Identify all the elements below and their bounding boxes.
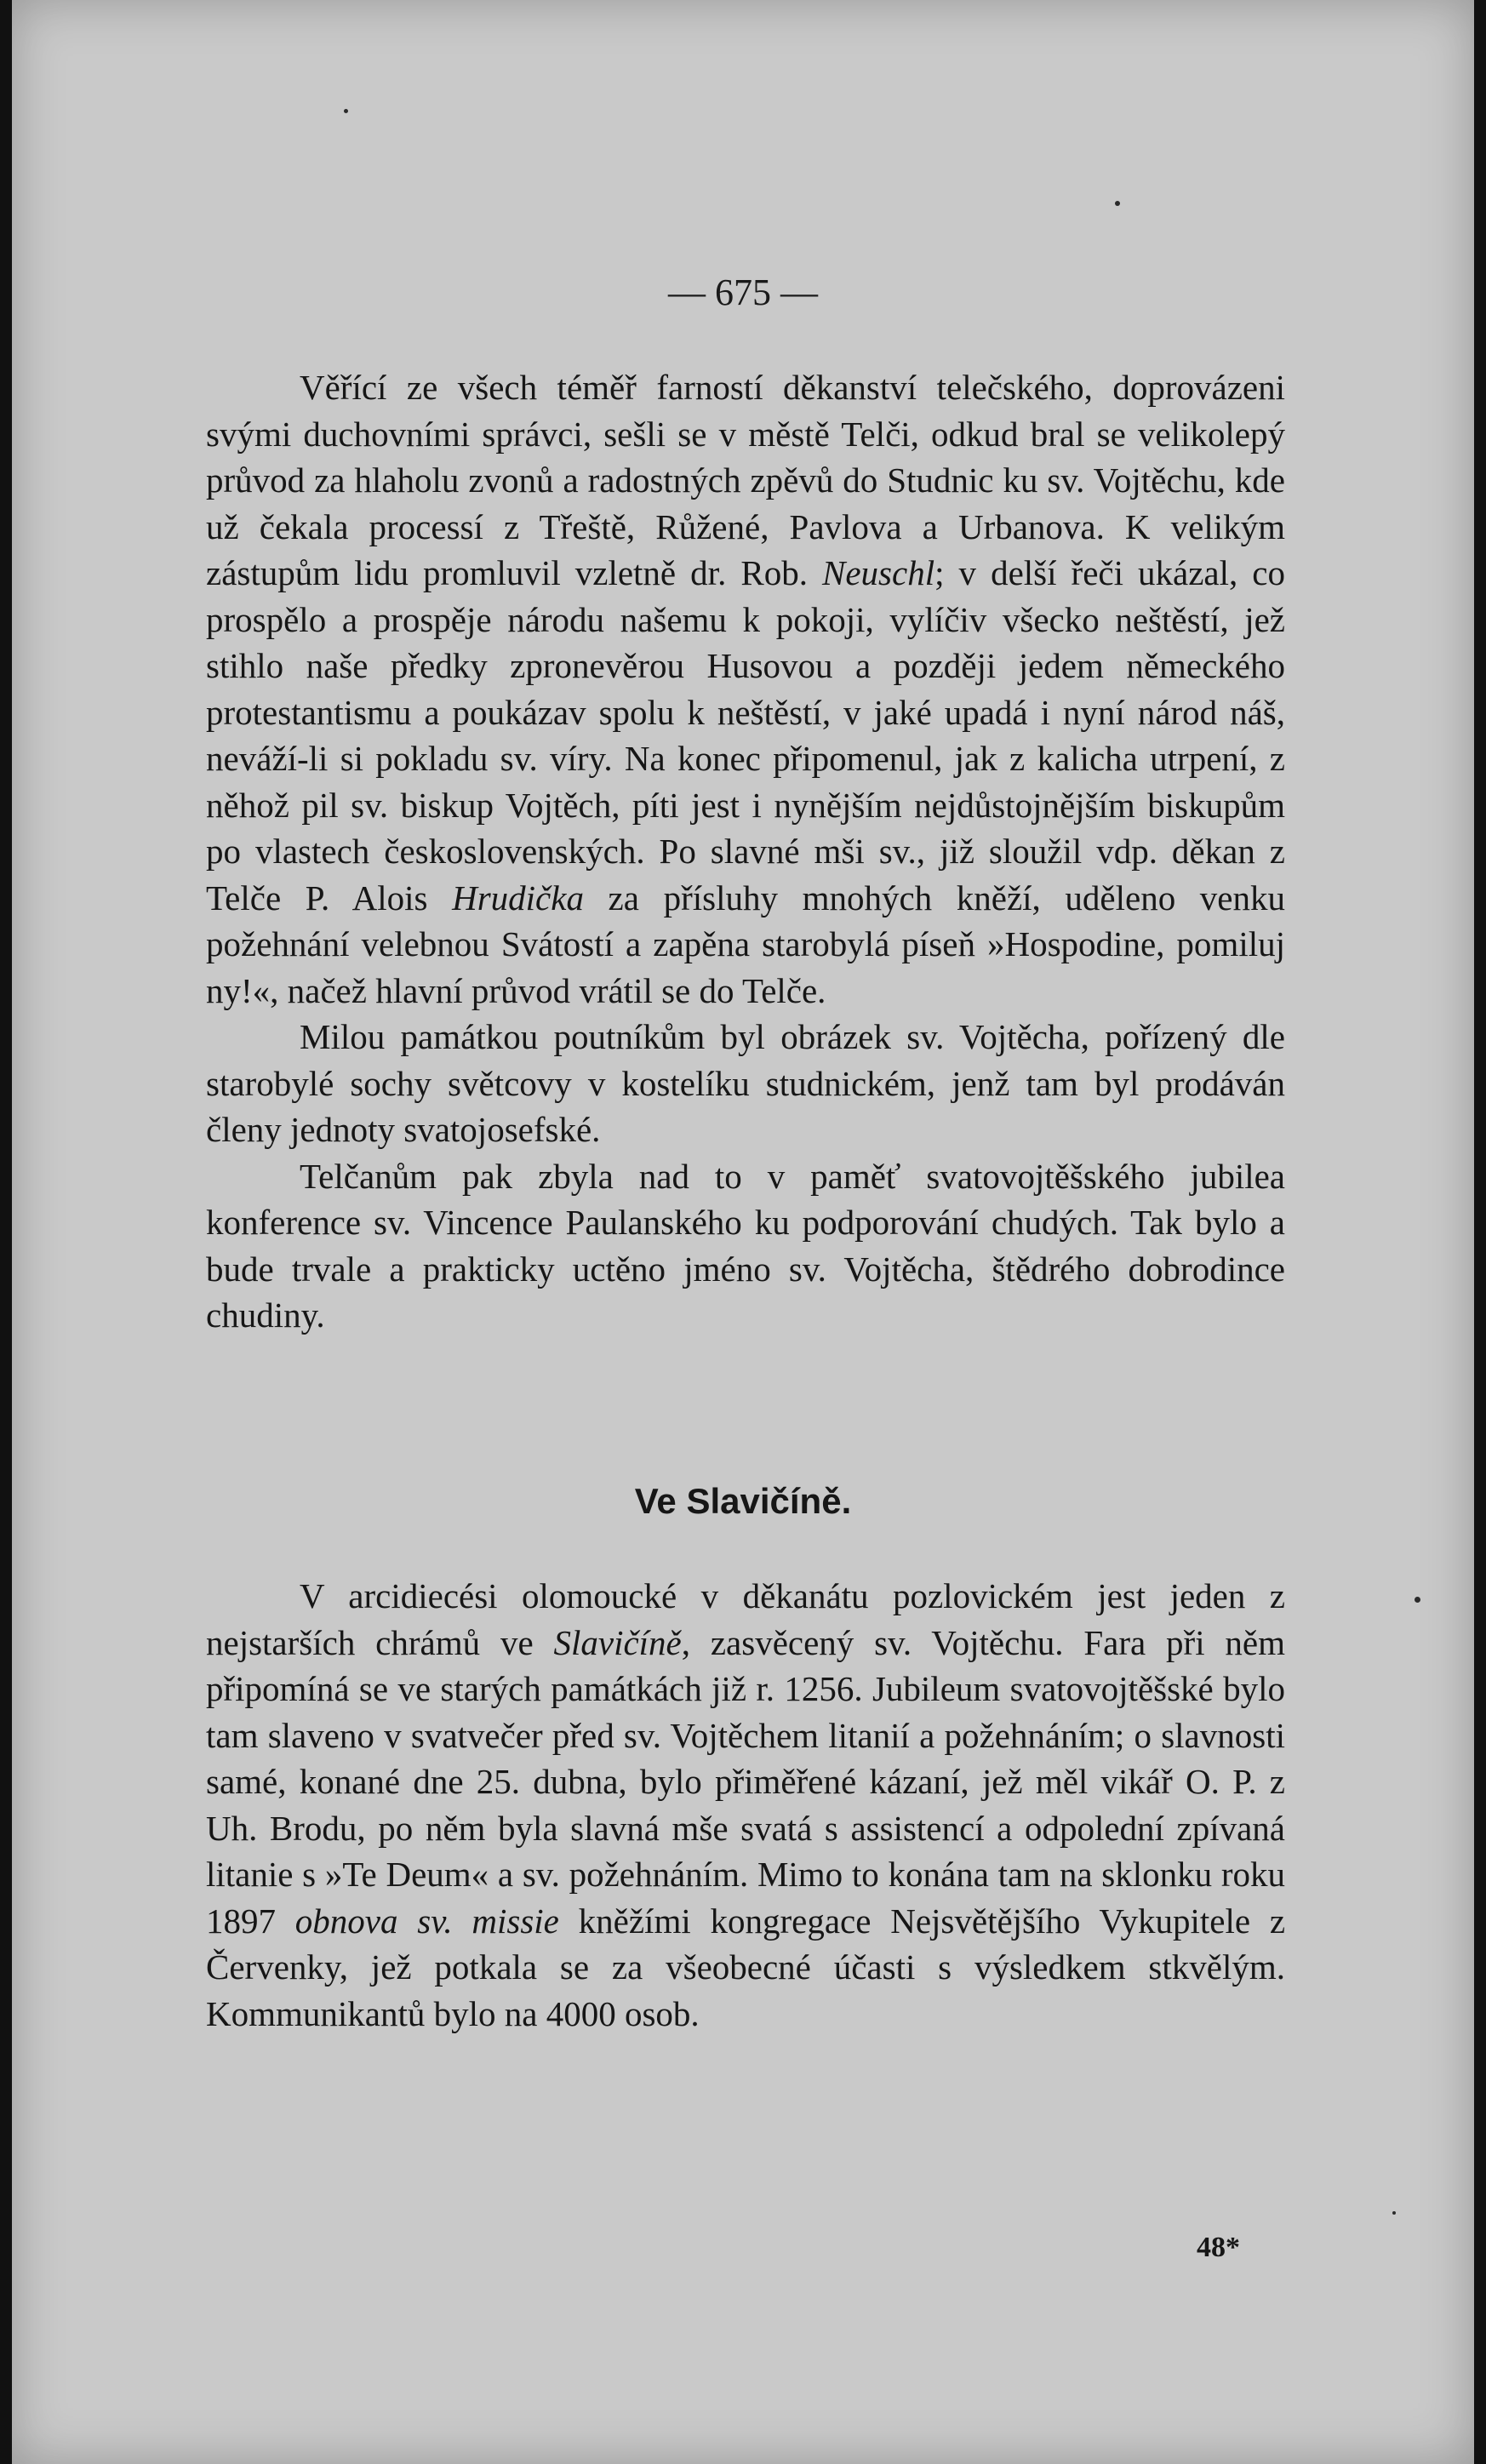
page-number: — 675 —	[668, 272, 818, 313]
scanned-page	[12, 0, 1474, 2464]
print-speck	[1115, 201, 1120, 206]
section-heading: Ve Slavičíně.	[634, 1481, 852, 1521]
bottom-text-block	[206, 1573, 1285, 2037]
paragraph-procession	[206, 364, 1285, 1014]
paragraph-text: V arcidiecési olomoucké v děkanátu pozlovickém jest jeden z nejstarších chrámů ve	[206, 1576, 1285, 1662]
paragraph-text: za přísluhy mnohých kněží, uděleno venku požehnání velebnou Svátostí a zapěna starobylá píseň »Hospodine, pomiluj ny!«, načež hlavní průvod vrátil se do Telče.	[206, 878, 1285, 1010]
print-speck	[344, 109, 348, 113]
mission-renewal: obnova sv. missie	[294, 1901, 559, 1941]
paragraph-text: , zasvěcený sv. Vojtěchu. Fara při něm připomíná se ve starých památkách již r. 1256. Jubileum svatovojtěšské bylo tam slaveno v svatvečer před sv. Vojtěchem litanií a požehnáním; o slavnosti samé, konané dne 25. dubna, bylo přiměřené kázaní, jež měl vikář O. P. z Uh. Brodu, po něm byla slavná mše svatá s assistencí a odpolední zpívaná litanie s »Te Deum« a sv. požehnáním. Mimo to konána tam na sklonku roku 1897	[206, 1622, 1286, 1941]
place-slavicin: Slavičíně	[553, 1622, 682, 1662]
paragraph-conference: Telčanům pak zbyla nad to v paměť svatovojtěšského jubilea konference sv. Vincence Paulanského ku podporování chudých. Tak bylo a bude trvale a prakticky uctěno jméno sv. Vojtěcha, štědrého dobrodince chudiny.	[206, 1156, 1285, 1335]
paragraph-text: ; v delší řeči ukázal, co prospělo a prospěje národu našemu k pokoji, vylíčiv všecko neštěstí, jež stihlo naše předky zpronevěrou Husovou a později jedem německého protestantismu a poukázav spolu k neštěstí, v jaké upadá i nyní národ náš, neváží-li si pokladu sv. víry. Na konec připomenul, jak z kalicha utrpení, z něhož pil sv. biskup Vojtěch, píti jest i nynějším nejdůstojnějším biskupům po vlastech československých. Po slavné mši sv., již sloužil vdp. děkan z Telče P. Alois	[206, 553, 1285, 918]
paragraph-text: Věřící ze všech téměř farností děkanství telečského, doprovázeni svými duchovními správci, sešli se v městě Telči, odkud bral se velikolepý průvod za hlaholu zvonů a radostných zpěvů do Studnic ku sv. Vojtěchu, kde už čekala processí z Třeště, Růžené, Pavlova a Urbanova. K velikým zástupům lidu promluvil vzletně dr. Rob.	[206, 368, 1285, 592]
print-speck	[1392, 2211, 1396, 2215]
signature-mark: 48*	[1197, 2232, 1240, 2263]
paragraph-souvenir: Milou památkou poutníkům byl obrázek sv. Vojtěcha, pořízený dle starobylé sochy světcovy v kostelíku studnickém, jenž tam byl prodáván členy jednoty svatojosefské.	[206, 1017, 1285, 1149]
top-text-block	[206, 364, 1285, 1339]
name-hrudicka: Hrudička	[452, 878, 584, 918]
name-neuschl: Neuschl	[822, 553, 935, 592]
print-speck	[1415, 1597, 1420, 1603]
paragraph-slavicin	[206, 1573, 1285, 2037]
paragraph-text: kněžími kongregace Nejsvětějšího Vykupitele z Červenky, jež potkala se za všeobecné účasti s výsledkem stkvělým. Kommunikantů bylo na 4000 osob.	[206, 1901, 1286, 2033]
